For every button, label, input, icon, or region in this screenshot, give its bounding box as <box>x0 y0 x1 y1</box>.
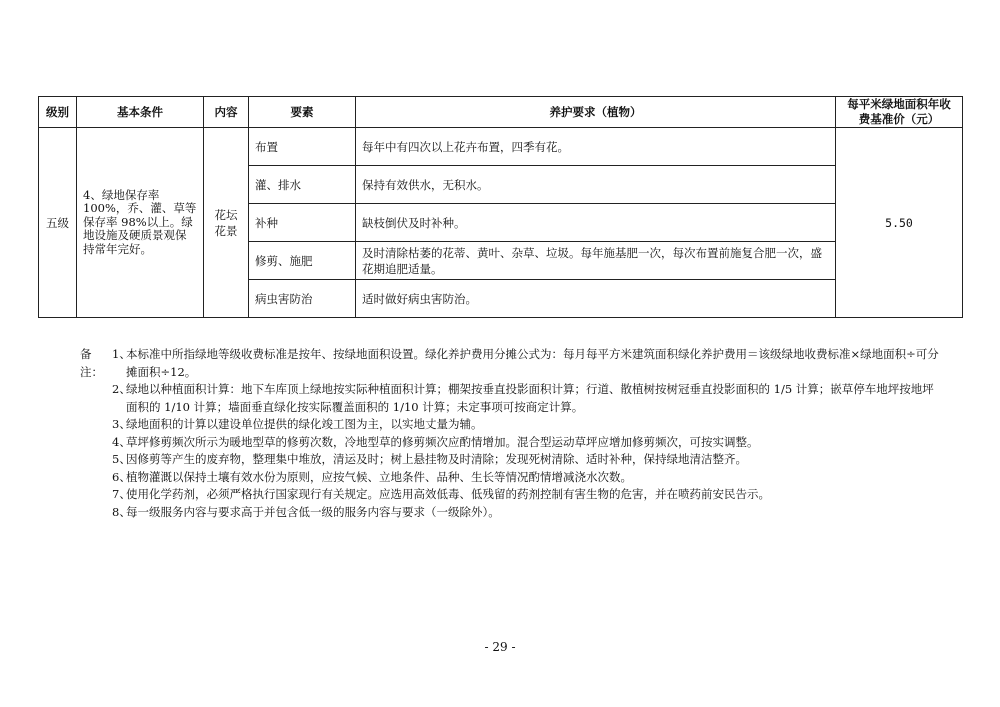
fee-cell: 5.50 <box>836 128 963 318</box>
note-text: 绿地以种植面积计算：地下车库顶上绿地按实际种植面积计算；棚架按垂直投影面积计算；行道、散植树按树冠垂直投影面积的 1/5 计算；嵌草停车地坪按地坪面积的 1/10 计算；墙面垂直绿化按实际覆盖面积的 1/10 计算；未定事项可按商定计算。 <box>126 382 934 414</box>
standards-table <box>38 96 963 318</box>
note-text: 植物灌溉以保持土壤有效水份为原则，应按气候、立地条件、品种、生长等情况酌情增减浇水次数。 <box>126 469 632 484</box>
page-number: - 29 - <box>484 640 516 654</box>
note-number: 6、 <box>112 469 131 484</box>
header-content: 内容 <box>204 97 249 128</box>
header-requirement: 养护要求（植物） <box>356 97 836 128</box>
header-level: 级别 <box>39 97 77 128</box>
note-number: 8、 <box>112 504 131 519</box>
note-number: 7、 <box>112 487 131 501</box>
note-number: 3、 <box>112 417 131 431</box>
header-fee-line1: 每平米绿地面积年收 <box>847 97 951 111</box>
note-text: 每一级服务内容与要求高于并包含低一级的服务内容与要求（一级除外）。 <box>126 504 500 519</box>
level-cell: 五级 <box>39 128 77 318</box>
note-item <box>80 504 940 522</box>
header-element: 要素 <box>249 97 356 128</box>
note-text: 本标准中所指绿地等级收费标准是按年、按绿地面积设置。绿化养护费用分摊公式为：每月每平方米建筑面积绿化养护费用＝该级绿地收费标准×绿地面积÷可分摊面积÷12。 <box>126 347 939 379</box>
element-cell: 修剪、施肥 <box>249 242 356 280</box>
content-cell: 花坛花景 <box>204 128 249 318</box>
table-header-row <box>39 97 963 128</box>
note-text: 草坪修剪频次所示为暖地型草的修剪次数，冷地型草的修剪频次应酌情增加。混合型运动草坪应增加修剪频次，可按实调整。 <box>126 434 759 449</box>
note-item <box>80 416 940 434</box>
header-basic: 基本条件 <box>77 97 204 128</box>
notes-prefix: 备注： <box>80 347 103 379</box>
element-cell: 补种 <box>249 204 356 242</box>
note-item <box>80 434 940 452</box>
note-number: 1、 <box>112 347 131 361</box>
element-cell: 病虫害防治 <box>249 280 356 318</box>
table-row <box>39 128 963 166</box>
note-number: 4、 <box>112 434 131 449</box>
requirement-cell: 及时清除枯萎的花蒂、黄叶、杂草、垃圾。每年施基肥一次，每次布置前施复合肥一次，盛花期追肥适量。 <box>356 242 836 280</box>
header-fee-line2: 费基准价（元） <box>858 112 940 126</box>
note-item <box>80 469 940 487</box>
requirement-cell: 缺枝倒伏及时补种。 <box>356 204 836 242</box>
basic-condition-cell: 4、绿地保存率 100%，乔、灌、草等保存率 98%以上。绿地设施及硬质景观保持常年完好。 <box>77 128 204 318</box>
requirement-cell: 保持有效供水，无积水。 <box>356 166 836 204</box>
note-item <box>80 346 940 381</box>
note-number: 5、 <box>112 452 131 466</box>
note-text: 绿地面积的计算以建设单位提供的绿化竣工图为主，以实地丈量为辅。 <box>126 417 483 431</box>
header-fee <box>836 97 963 128</box>
note-item <box>80 451 940 469</box>
note-number: 2、 <box>112 382 131 396</box>
notes-section <box>80 346 940 521</box>
note-item <box>80 486 940 504</box>
requirement-cell: 每年中有四次以上花卉布置，四季有花。 <box>356 128 836 166</box>
note-text: 使用化学药剂，必须严格执行国家现行有关规定。应选用高效低毒、低残留的药剂控制有害生物的危害，并在喷药前安民告示。 <box>126 487 770 501</box>
element-cell: 布置 <box>249 128 356 166</box>
note-item <box>80 381 940 416</box>
requirement-cell: 适时做好病虫害防治。 <box>356 280 836 318</box>
element-cell: 灌、排水 <box>249 166 356 204</box>
note-text: 因修剪等产生的废弃物，整理集中堆放，清运及时；树上悬挂物及时清除；发现死树清除、适时补种，保持绿地清洁整齐。 <box>126 452 747 466</box>
